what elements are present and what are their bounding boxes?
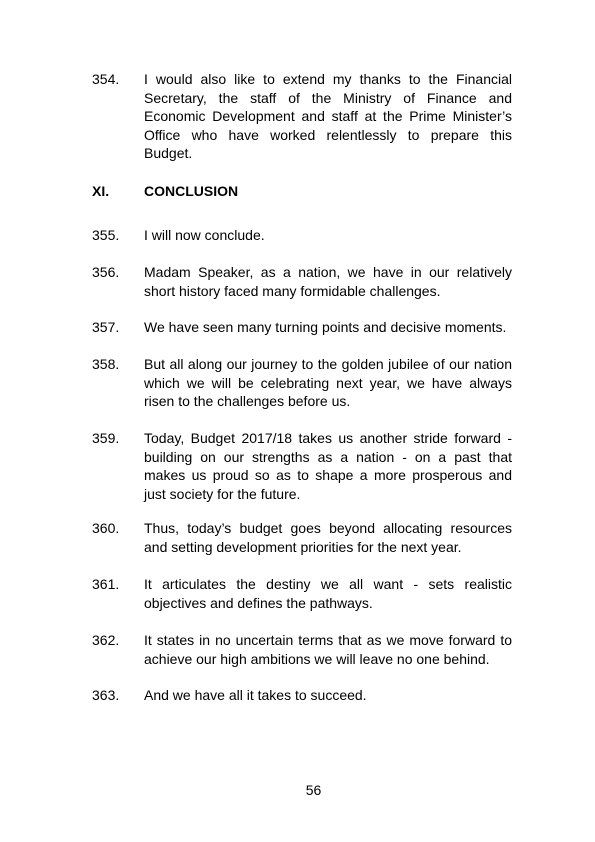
paragraph-text: And we have all it takes to succeed. — [144, 687, 367, 703]
paragraph-355 — [92, 226, 512, 245]
paragraph-number: 358. — [92, 356, 120, 372]
paragraph-number: 361. — [92, 576, 120, 592]
paragraph-360 — [92, 519, 512, 556]
paragraph-number: 357. — [92, 319, 120, 335]
paragraph-361 — [92, 575, 512, 612]
paragraph-358 — [92, 355, 512, 411]
paragraph-text: But all along our journey to the golden jubilee of our nation which we will be celebrating next year, we have always risen to the challenges before us. — [144, 356, 512, 409]
paragraph-number: 355. — [92, 227, 120, 243]
paragraph-text: I will now conclude. — [144, 227, 265, 243]
paragraph-354 — [92, 70, 512, 163]
section-title: CONCLUSION — [144, 183, 239, 199]
paragraph-357 — [92, 318, 512, 337]
paragraph-number: 354. — [92, 71, 120, 87]
paragraph-356 — [92, 263, 512, 300]
page-number: 56 — [305, 782, 322, 798]
paragraph-number: 362. — [92, 632, 120, 648]
paragraph-362 — [92, 631, 512, 668]
paragraph-363 — [92, 686, 512, 705]
section-number: XI. — [92, 183, 110, 199]
paragraph-text: We have seen many turning points and decisive moments. — [144, 319, 507, 335]
paragraph-number: 356. — [92, 264, 120, 280]
paragraph-text: Today, Budget 2017/18 takes us another stride forward - building on our strengths as a nation - on a past that makes us proud so as to shape a more prosperous and just society for the future. — [144, 430, 512, 502]
paragraph-text: It states in no uncertain terms that as we move forward to achieve our high ambitions we will leave no one behind. — [144, 632, 512, 667]
paragraph-text: I would also like to extend my thanks to the Financial Secretary, the staff of the Ministry of Finance and Economic Development and staff at the Prime Minister’s Office who have worked relentlessly to prepare this Budget. — [144, 71, 512, 161]
paragraph-number: 360. — [92, 520, 120, 536]
paragraph-text: Thus, today’s budget goes beyond allocating resources and setting development priorities for the next year. — [144, 520, 512, 555]
paragraph-number: 359. — [92, 430, 120, 446]
paragraph-359 — [92, 429, 512, 503]
paragraph-text: Madam Speaker, as a nation, we have in our relatively short history faced many formidable challenges. — [144, 264, 512, 299]
section-heading — [92, 182, 238, 201]
paragraph-text: It articulates the destiny we all want - sets realistic objectives and defines the pathways. — [144, 576, 512, 611]
paragraph-number: 363. — [92, 687, 120, 703]
